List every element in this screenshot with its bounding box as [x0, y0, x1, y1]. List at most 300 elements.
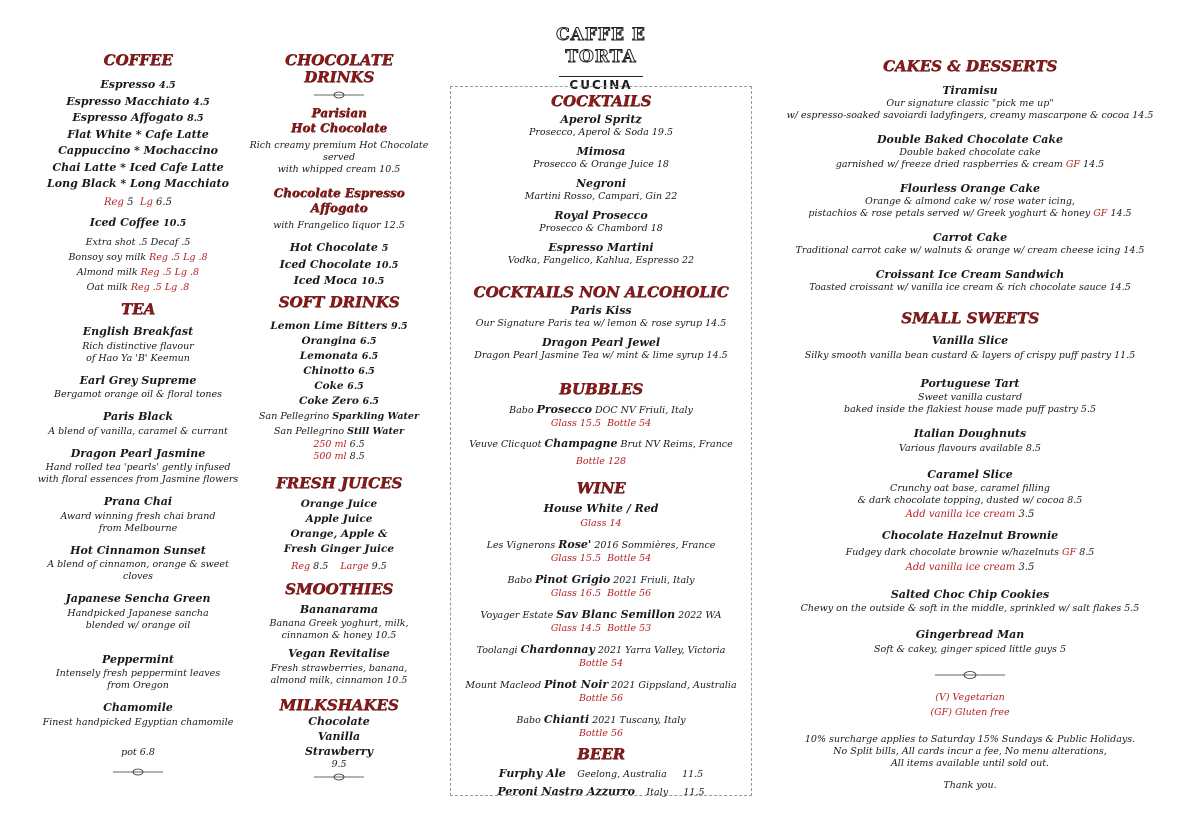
soft-drink-price: 6.5 — [358, 365, 375, 377]
wine-item — [451, 642, 751, 670]
drinks-box — [450, 86, 752, 796]
caramel-addon-price: 3.5 — [1018, 509, 1035, 520]
soft-drink-name: Lemon Lime Bitters — [270, 319, 388, 332]
babo-prosecco — [451, 402, 751, 418]
gingerbread: Gingerbread Man — [915, 628, 1025, 641]
juice-item: Apple Juice — [305, 512, 373, 525]
cocktail-name: Royal Prosecco — [554, 209, 648, 222]
soft-drink-name: Lemonata — [299, 349, 359, 362]
wine-title: WINE — [576, 479, 626, 497]
ornament-divider — [314, 88, 364, 102]
wine-producer: Babo — [507, 574, 532, 586]
wine-line — [451, 537, 751, 553]
sp-500 — [236, 451, 442, 463]
oat-label: Oat milk — [86, 282, 128, 293]
cocktail-item — [451, 176, 751, 203]
coffee-item — [20, 110, 256, 127]
cake-desc: Traditional carrot cake w/ walnuts & orange w/ cream cheese icing 14.5 — [795, 245, 1145, 256]
soft-drinks-list — [236, 319, 442, 409]
doughnuts-desc: Various flavours available 8.5 — [899, 442, 1041, 454]
tea-title: TEA — [120, 300, 156, 318]
coffee-item-name: Espresso Macchiato — [66, 94, 190, 108]
portuguese-tart: Portuguese Tart — [920, 376, 1020, 390]
tea-item-name: Paris Black — [102, 410, 174, 423]
cake-desc — [770, 110, 1170, 122]
tea-item-desc: Hand rolled tea 'pearls' gently infused — [45, 462, 231, 473]
chocolate-item — [236, 273, 442, 290]
brownie: Chocolate Hazelnut Brownie — [881, 529, 1059, 542]
sp-still-name: Still Water — [347, 425, 404, 437]
coffee-item-name: Flat White * Cafe Latte — [67, 127, 209, 141]
cake-desc-text: garnished w/ freeze dried raspberries & cream — [835, 159, 1063, 170]
menu-note: All items available until sold out. — [890, 757, 1050, 769]
cocktail-name: Mimosa — [576, 145, 626, 158]
coffee-list — [20, 77, 256, 193]
tea-item-desc: of Hao Ya 'B' Keemun — [86, 352, 190, 364]
smoothies-title: SMOOTHIES — [284, 579, 394, 598]
soft-drink-item — [236, 364, 442, 379]
oat-reg: Reg .5 — [130, 282, 162, 293]
almond-label: Almond milk — [76, 267, 138, 278]
wine-line — [451, 677, 751, 693]
soft-drink-name: Coke — [314, 379, 344, 392]
wine-origin: 2022 WA — [678, 609, 722, 621]
non-alc-desc: Our Signature Paris tea w/ lemon & rose syrup 14.5 — [475, 318, 727, 329]
legend-gluten-free: (GF) Gluten free — [930, 706, 1010, 718]
sp-prefix: San Pellegrino — [259, 410, 330, 422]
cake-item — [770, 267, 1170, 294]
cake-item — [770, 132, 1170, 171]
tea-item-name: Dragon Pearl Jasmine — [70, 446, 206, 460]
wine-origin: 2016 Sommières, France — [594, 539, 716, 551]
tea-item-name: Hot Cinnamon Sunset — [70, 543, 206, 557]
coffee-item — [20, 176, 256, 193]
iced-coffee-price: 10.5 — [163, 217, 187, 229]
cake-price: 14.5 — [1110, 208, 1132, 219]
soft-drink-price: 6.5 — [347, 380, 364, 392]
wine-line — [451, 712, 751, 728]
coffee-item — [20, 77, 256, 94]
bonsoy-line — [20, 250, 256, 265]
vegan-name: Vegan Revitalise — [288, 647, 390, 660]
logo-crest — [520, 68, 682, 74]
tea-item-desc: A blend of cinnamon, orange & sweet — [47, 559, 229, 570]
tea-item-name: Chamomile — [103, 701, 173, 714]
wine-line — [451, 642, 751, 658]
parisian-line1: Parisian — [311, 106, 367, 120]
coffee-tea-column — [20, 0, 256, 779]
soft-drink-item — [236, 334, 442, 349]
tea-item — [20, 409, 256, 438]
wine-producer: Mount Macleod — [465, 679, 542, 691]
non-alc-desc: Dragon Pearl Jasmine Tea w/ mint & lime syrup 14.5 — [474, 350, 728, 361]
cocktail-desc: Prosecco & Chambord 18 — [539, 223, 663, 234]
soft-drink-price: 9.5 — [391, 320, 408, 332]
wine-item — [451, 537, 751, 565]
bonsoy-lg: Lg .8 — [183, 252, 208, 263]
tea-pot-price: pot 6.8 — [121, 746, 155, 758]
menu-note: No Split bills, All cards incur a fee, No menu alterations, — [833, 745, 1107, 757]
wine-name: Rose' — [558, 537, 592, 551]
tea-item-name: Japanese Sencha Green — [65, 592, 211, 605]
soft-drink-price: 6.5 — [362, 395, 380, 407]
cocktail-item — [451, 208, 751, 235]
chocolate-soft-column — [236, 0, 442, 783]
parisian-desc1: Rich creamy premium Hot Chocolate served — [249, 140, 429, 163]
wine-name: Chianti — [543, 712, 590, 726]
tea-item-desc: with floral essences from Jasmine flowers — [37, 474, 239, 485]
beer-price: 11.5 — [683, 786, 705, 798]
affogato-line2: Affogato — [310, 201, 368, 215]
wine-list — [451, 537, 751, 740]
drinks-column — [451, 87, 751, 801]
coffee-item-name: Chai Latte * Iced Cafe Latte — [52, 160, 224, 174]
vanilla-desc: Silky smooth vanilla bean custard & layers of crispy puff pastry 11.5 — [804, 349, 1136, 361]
chocolate-title-line1: CHOCOLATE — [284, 51, 394, 69]
bonsoy-label: Bonsoy soy milk — [68, 252, 147, 263]
wine-prices — [451, 623, 751, 635]
logo-sub: CUCINA — [559, 76, 642, 93]
oat-lg: Lg .8 — [164, 282, 190, 293]
coffee-item-price: 4.5 — [159, 80, 176, 91]
cake-desc: Toasted croissant w/ vanilla ice cream & rich chocolate sauce 14.5 — [809, 282, 1131, 293]
menu-notes — [770, 734, 1170, 770]
coffee-item — [20, 94, 256, 111]
cocktail-desc: Martini Rosso, Campari, Gin 22 — [524, 191, 678, 202]
chocolate-item-name: Iced Chocolate — [279, 257, 372, 271]
iced-coffee-name: Iced Coffee — [89, 215, 160, 229]
tea-item-desc: from Oregon — [107, 680, 169, 691]
wine-prices — [451, 728, 751, 740]
cocktail-item — [451, 144, 751, 171]
wine-bottle: Bottle 56 — [578, 692, 624, 704]
cake-desc: Our signature classic "pick me up" — [886, 98, 1054, 109]
tea-item-desc: cloves — [123, 571, 153, 582]
affogato-desc: with Frangelico liquor 12.5 — [273, 220, 405, 231]
reg-label: Reg — [104, 196, 124, 208]
wine-prices — [451, 588, 751, 600]
ornament-divider — [113, 765, 163, 779]
cocktail-name: Aperol Spritz — [560, 113, 642, 126]
non-alc-list — [451, 303, 751, 362]
milkshake-item: Strawberry — [304, 744, 374, 758]
almond-reg: Reg .5 — [140, 267, 172, 278]
chocolate-item-name: Iced Moca — [293, 274, 358, 287]
chocolate-item — [236, 240, 442, 257]
cake-desc-text: w/ espresso-soaked savoiardi ladyfingers, creamy mascarpone & cocoa 14.5 — [786, 110, 1154, 121]
wine-origin: 2021 Gippsland, Australia — [611, 679, 737, 691]
menu-note: 10% surcharge applies to Saturday 15% Sundays & Public Holidays. — [804, 733, 1136, 745]
parisian-line2: Hot Chocolate — [290, 121, 388, 135]
cocktail-item — [451, 112, 751, 139]
cake-desc-text: pistachios & rose petals served w/ Greek yoghurt & honey — [808, 208, 1091, 219]
ml500-label: 500 ml — [313, 450, 347, 462]
cake-name: Double Baked Chocolate Cake — [877, 133, 1063, 146]
juice-item: Orange Juice — [300, 497, 378, 510]
wine-origin: 2021 Tuscany, Italy — [592, 714, 686, 726]
ornament-divider — [314, 771, 364, 783]
almond-lg: Lg .8 — [174, 267, 200, 278]
cookies-desc: Chewy on the outside & soft in the middle, sprinkled w/ salt flakes 5.5 — [800, 603, 1140, 614]
bananarama-desc1: Banana Greek yoghurt, milk, — [269, 618, 409, 629]
wine-bottle: Bottle 56 — [578, 727, 624, 739]
cafe-logo — [520, 24, 682, 92]
babo-pre: Babo — [509, 405, 534, 416]
wine-producer: Babo — [516, 714, 541, 726]
milkshakes-list — [236, 714, 442, 759]
cocktails-list — [451, 112, 751, 267]
wine-item — [451, 712, 751, 740]
cakes-title: CAKES & DESSERTS — [882, 57, 1058, 75]
juice-large-price: 9.5 — [371, 560, 387, 572]
wine-glass: Glass 15.5 — [550, 552, 602, 564]
coffee-item — [20, 143, 256, 160]
house-glass: Glass 14 — [580, 517, 622, 529]
wine-producer: Voyager Estate — [480, 609, 554, 621]
soft-drink-item — [236, 319, 442, 334]
cake-gf: GF — [1093, 208, 1108, 219]
soft-drink-name: Chinotto — [303, 364, 355, 377]
milkshake-price: 9.5 — [331, 758, 347, 770]
soft-drink-price: 6.5 — [360, 335, 377, 347]
vegan-desc1: Fresh strawberries, banana, — [270, 662, 408, 674]
wine-name: Chardonnay — [520, 642, 595, 656]
wine-item — [451, 572, 751, 600]
wine-producer: Toolangi — [476, 644, 518, 656]
wine-name: Pinot Noir — [544, 677, 609, 691]
veuve-champagne — [451, 436, 751, 452]
soft-drink-item — [236, 349, 442, 364]
tea-item — [20, 446, 256, 487]
vc-post: Brut NV Reims, France — [620, 439, 733, 450]
wine-bottle: Bottle 54 — [578, 657, 624, 669]
brownie-addon-label: Add vanilla ice cream — [905, 561, 1016, 573]
cake-item — [770, 83, 1170, 122]
cake-item — [770, 230, 1170, 257]
caramel-addon — [770, 507, 1170, 522]
brownie-addon-price: 3.5 — [1018, 561, 1035, 573]
juices-list — [236, 497, 442, 557]
ml500-price: 8.5 — [349, 450, 365, 462]
oat-line — [20, 280, 256, 295]
tea-item — [20, 700, 256, 729]
non-alc-item — [451, 303, 751, 330]
brownie-gf: GF — [1062, 546, 1077, 558]
beer-title: BEER — [576, 744, 625, 763]
cocktail-desc: Vodka, Fangelico, Kahlua, Espresso 22 — [507, 255, 695, 266]
wine-prices — [451, 553, 751, 565]
chocolate-item-name: Hot Chocolate — [289, 241, 378, 254]
cake-item — [770, 181, 1170, 220]
vc-name: Champagne — [544, 437, 618, 450]
wine-origin: 2021 Yarra Valley, Victoria — [597, 644, 726, 656]
soft-drinks-title: SOFT DRINKS — [278, 292, 400, 311]
cake-desc: Double baked chocolate cake — [899, 147, 1041, 158]
non-alc-title: COCKTAILS NON ALCOHOLIC — [473, 283, 729, 301]
sp-still — [236, 424, 442, 439]
tea-item — [20, 591, 256, 632]
beer-origin: Italy — [646, 786, 669, 798]
extra-shot: Extra shot .5 Decaf .5 — [85, 237, 191, 248]
bubbles-title: BUBBLES — [559, 380, 643, 398]
cake-name: Carrot Cake — [932, 231, 1008, 244]
beer-price: 11.5 — [682, 768, 704, 780]
tea-list — [20, 324, 256, 729]
cake-desc — [770, 159, 1170, 171]
caramel-addon-label: Add vanilla ice cream — [905, 509, 1016, 520]
desserts-column — [770, 0, 1170, 792]
ml250-label: 250 ml — [313, 438, 347, 450]
almond-line — [20, 265, 256, 280]
milkshake-item: Vanilla — [317, 729, 361, 743]
cookies: Salted Choc Chip Cookies — [890, 587, 1050, 601]
sp-sparkling — [236, 409, 442, 424]
brownie-desc — [770, 545, 1170, 560]
cocktail-name: Negroni — [575, 177, 627, 190]
wine-line — [451, 607, 751, 623]
tea-item-desc: Bergamot orange oil & floral tones — [54, 389, 222, 400]
beer-origin: Geelong, Australia — [577, 768, 667, 780]
sp-sparkling-name: Sparkling Water — [332, 410, 419, 422]
beer-item — [451, 783, 751, 801]
gingerbread-desc: Soft & cakey, ginger spiced little guys 5 — [873, 643, 1066, 655]
babo-prices — [451, 418, 751, 430]
italian-doughnuts: Italian Doughnuts — [913, 427, 1027, 440]
vc-pre: Veuve Clicquot — [469, 439, 542, 450]
coffee-item-price: 4.5 — [193, 96, 210, 108]
chocolate-item — [236, 257, 442, 274]
parisian-desc2: with whipped cream 10.5 — [277, 164, 401, 175]
wine-name: Pinot Grigio — [534, 572, 611, 586]
caramel-slice: Caramel Slice — [927, 467, 1013, 481]
vegan-desc2: almond milk, cinnamon 10.5 — [270, 674, 408, 686]
wine-glass: Glass 16.5 — [550, 587, 602, 599]
chocolate-list — [236, 240, 442, 290]
soft-drink-price: 6.5 — [361, 350, 379, 362]
wine-bottle: Bottle 53 — [607, 622, 652, 634]
coffee-item-name: Espresso Affogato — [72, 111, 184, 124]
brownie-desc-text: Fudgey dark chocolate brownie w/hazelnuts — [845, 546, 1059, 558]
wine-bottle: Bottle 54 — [607, 552, 652, 564]
beer-list — [451, 765, 751, 801]
lg-price: 6.5 — [156, 196, 172, 208]
wine-line — [451, 572, 751, 588]
wine-item — [451, 677, 751, 705]
brownie-price: 8.5 — [1079, 546, 1095, 558]
tea-item-desc: blended w/ orange oil — [85, 619, 191, 631]
tea-item — [20, 652, 256, 693]
chocolate-item-price: 5 — [381, 243, 389, 254]
affogato-line1: Chocolate Espresso — [273, 186, 405, 200]
cocktail-name: Espresso Martini — [548, 241, 654, 254]
non-alc-name: Paris Kiss — [570, 304, 632, 317]
coffee-item — [20, 160, 256, 177]
ornament-divider — [935, 668, 1005, 682]
coffee-item-name: Espresso — [100, 78, 156, 91]
sp-250 — [236, 439, 442, 451]
vanilla-slice: Vanilla Slice — [931, 334, 1009, 347]
cake-desc — [770, 208, 1170, 220]
beer-name: Furphy Ale — [498, 766, 566, 780]
wine-prices — [451, 693, 751, 705]
wine-origin: 2021 Friuli, Italy — [613, 574, 695, 586]
ml250-price: 6.5 — [349, 438, 365, 450]
reg-price: 5 — [127, 196, 134, 208]
juices-title: FRESH JUICES — [275, 473, 403, 492]
babo-bottle: Bottle 54 — [607, 418, 652, 429]
chocolate-title-line2: DRINKS — [303, 68, 375, 86]
coffee-item-name: Cappuccino * Mochaccino — [58, 144, 218, 157]
cake-name: Tiramisu — [942, 84, 998, 97]
soft-drink-item — [236, 379, 442, 394]
coffee-size-prices — [20, 197, 256, 209]
soft-drink-name: Orangina — [301, 334, 357, 347]
tea-item — [20, 324, 256, 365]
wine-bottle: Bottle 56 — [607, 587, 652, 599]
caramel-desc2: & dark chocolate topping, dusted w/ cocoa 8.5 — [857, 495, 1083, 506]
tea-item-name: Prana Chai — [103, 495, 173, 508]
soft-drink-item — [236, 394, 442, 409]
tea-item-desc: Finest handpicked Egyptian chamomile — [42, 716, 234, 728]
vc-bottle: Bottle 128 — [575, 456, 627, 467]
cocktail-desc: Prosecco, Aperol & Soda 19.5 — [528, 127, 674, 138]
bonsoy-reg: Reg .5 — [149, 252, 181, 263]
wine-item — [451, 607, 751, 635]
cocktail-item — [451, 240, 751, 267]
beer-item — [451, 765, 751, 783]
sweets-title: SMALL SWEETS — [901, 309, 1039, 327]
cocktail-desc: Prosecco & Orange Juice 18 — [533, 159, 669, 170]
legend-vegetarian: (V) Vegetarian — [935, 691, 1005, 703]
tea-item-desc: Intensely fresh peppermint leaves — [55, 668, 221, 679]
tea-item-name: Peppermint — [101, 652, 175, 666]
iced-coffee — [20, 215, 256, 232]
lg-label: Lg — [139, 196, 153, 208]
cakes-list — [770, 83, 1170, 294]
tea-item-desc: A blend of vanilla, caramel & currant — [48, 425, 228, 437]
cake-name: Croissant Ice Cream Sandwich — [875, 268, 1065, 281]
tea-item-name: English Breakfast — [82, 325, 194, 338]
tea-item-desc: from Melbourne — [98, 522, 178, 534]
cake-gf: GF — [1065, 159, 1080, 170]
coffee-title: COFFEE — [103, 51, 173, 69]
logo-name: CAFFE E TORTA — [556, 25, 646, 67]
wine-name: Sav Blanc Semillon — [556, 607, 676, 621]
caramel-desc1: Crunchy oat base, caramel filling — [890, 483, 1050, 494]
babo-glass: Glass 15.5 — [550, 418, 602, 429]
cake-name: Flourless Orange Cake — [899, 182, 1041, 195]
tea-item — [20, 543, 256, 584]
cocktails-title: COCKTAILS — [550, 92, 652, 110]
soft-drink-name: Coke Zero — [298, 394, 359, 407]
bananarama-name: Bananarama — [299, 602, 379, 616]
wine-prices — [451, 658, 751, 670]
tea-item-desc: Rich distinctive flavour — [82, 340, 194, 352]
juice-prices — [236, 561, 442, 573]
cake-price: 14.5 — [1083, 159, 1105, 170]
juice-item: Fresh Ginger Juice — [283, 542, 395, 555]
coffee-item — [20, 127, 256, 144]
juice-item: Orange, Apple & — [290, 527, 388, 540]
bananarama-desc2: cinnamon & honey 10.5 — [281, 630, 397, 641]
tea-item-name: Earl Grey Supreme — [79, 373, 197, 387]
non-alc-item — [451, 335, 751, 362]
wine-glass: Glass 14.5 — [550, 622, 602, 634]
sp-prefix: San Pellegrino — [274, 425, 345, 437]
chocolate-item-price: 10.5 — [375, 259, 399, 271]
tea-item-desc: Handpicked Japanese sancha — [67, 607, 209, 619]
beer-name: Peroni Nastro Azzurro — [497, 784, 635, 798]
